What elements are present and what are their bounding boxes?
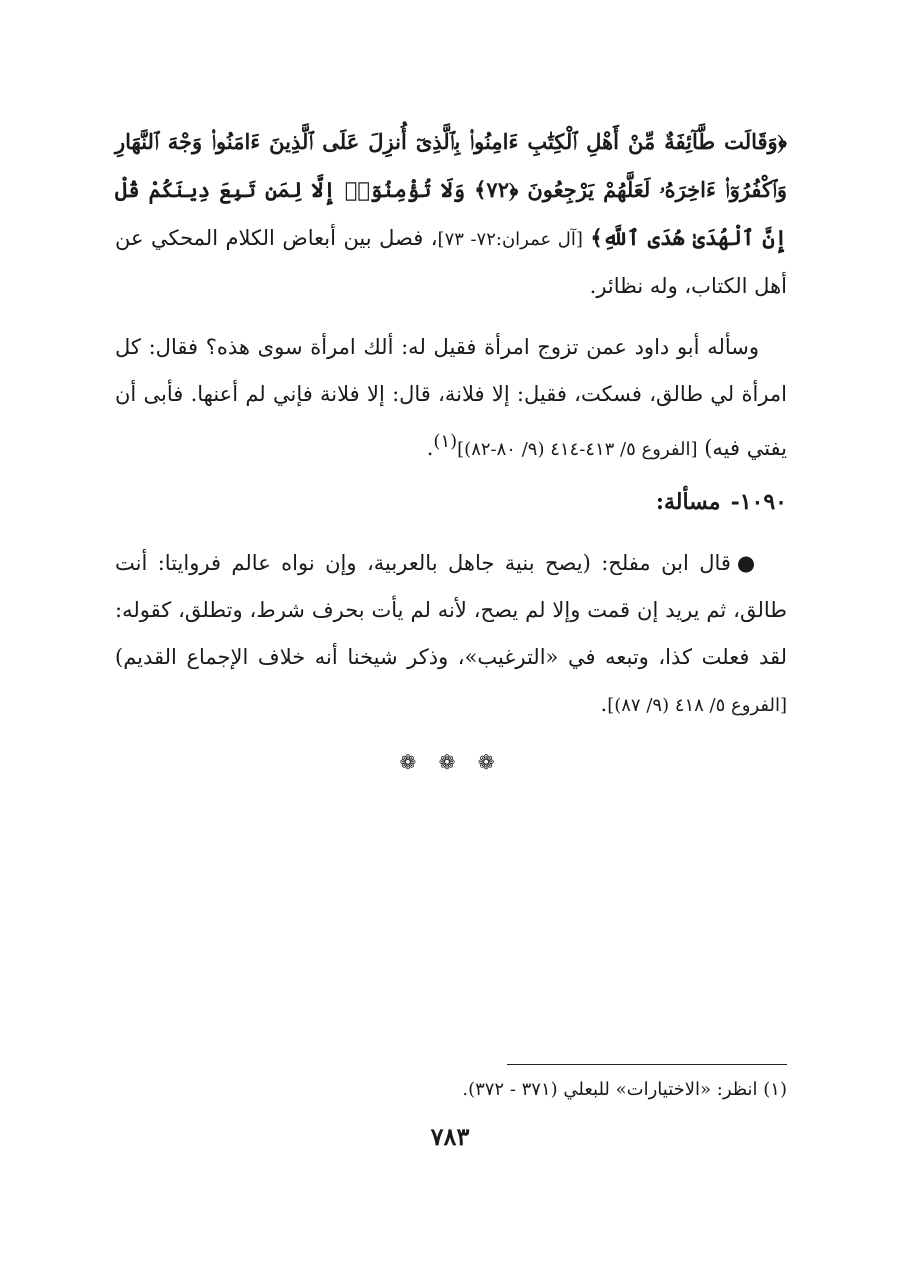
bullet-icon: ● (736, 551, 760, 575)
paragraph-3: ●قال ابن مفلح: (يصح بنية جاهل بالعربية، وإن نواه عالم فروايتا: أنت طالق، ثم يريد إن قمت وإلا لم يصح، لأنه لم يأت بحرف شرط، وتطلق، كقوله: لقد فعلت كذا، وتبعه في «الترغيب»، وذكر شيخنا أنه خلاف الإجماع القديم) [الفروع ٥/ ٤١٨ (٩/ ٨٧)]. (115, 551, 787, 716)
paragraph-2-text: وسأله أبو داود عمن تزوج امرأة فقيل له: ألك امرأة سوى هذه؟ فقال: كل امرأة لي طالق، فسكت، فقيل: إلا فلانة، قال: إلا فلانة فإني لم أعنها. فأبى أن يفتي فيه) (115, 335, 787, 460)
paragraph-1-text: ، فصل بين أبعاض الكلام المحكي عن أهل الكتاب، وله نظائر. (115, 226, 787, 298)
footnote-divider (507, 1064, 787, 1065)
quran-verse: ﴿وَقَالَت طَّآئِفَةٌ مِّنْ أَهْلِ ٱلْكِتَٰبِ ءَامِنُوا۟ بِٱلَّذِىٓ أُنزِلَ عَلَى ٱلَّذِينَ ءَامَنُوا۟ وَجْهَ ٱلنَّهَارِ وَٱكْفُرُوٓا۟ ءَاخِرَهُۥ لَعَلَّهُمْ يَرْجِعُونَ ﴿٧٢﴾ وَلَا تُؤْمِنُوٓا۟ إِلَّا لِمَن تَبِعَ دِينَكُمْ قُلْ إِنَّ ٱلْهُدَىٰ هُدَى ٱللَّهِ﴾ (115, 129, 788, 250)
paragraph-3-text: قال ابن مفلح: (يصح بنية جاهل بالعربية، وإن نواه عالم فروايتا: أنت طالق، ثم يريد إن قمت وإلا لم يصح، لأنه لم يأت بحرف شرط، وتطلق، كقوله: لقد فعلت كذا، وتبعه في «الترغيب»، وذكر شيخنا أنه خلاف الإجماع القديم) (115, 551, 787, 669)
main-text (115, 118, 787, 786)
page-number: ٧٨٣ (430, 1122, 470, 1151)
footnote-mark: (١) (433, 431, 458, 452)
ornament-divider: ❁ ❁ ❁ (399, 750, 503, 774)
issue-number: ١٠٩٠- (730, 489, 787, 515)
issue-heading (115, 479, 787, 526)
paragraph-2: وسأله أبو داود عمن تزوج امرأة فقيل له: ألك امرأة سوى هذه؟ فقال: كل امرأة لي طالق، فسكت، فقيل: إلا فلانة، قال: إلا فلانة فإني لم أعنها. فأبى أن يفتي فيه) [الفروع ٥/ ٤١٣-٤١٤ (٩/ ٨٠-٨٢)]$^{(١)}$. (115, 335, 787, 460)
paragraph-2-reference: [الفروع ٥/ ٤١٣-٤١٤ (٩/ ٨٠-٨٢)] (457, 439, 698, 460)
footnote: (١) انظر: «الاختيارات» للبعلي (٣٧١ - ٣٧٢). (462, 1079, 787, 1100)
paragraph-3-reference: [الفروع ٥/ ٤١٨ (٩/ ٨٧)] (607, 695, 787, 716)
paragraph-1 (115, 118, 787, 310)
quran-reference: [آل عمران:٧٢- ٧٣] (437, 229, 583, 250)
issue-label: مسألة: (655, 489, 721, 515)
